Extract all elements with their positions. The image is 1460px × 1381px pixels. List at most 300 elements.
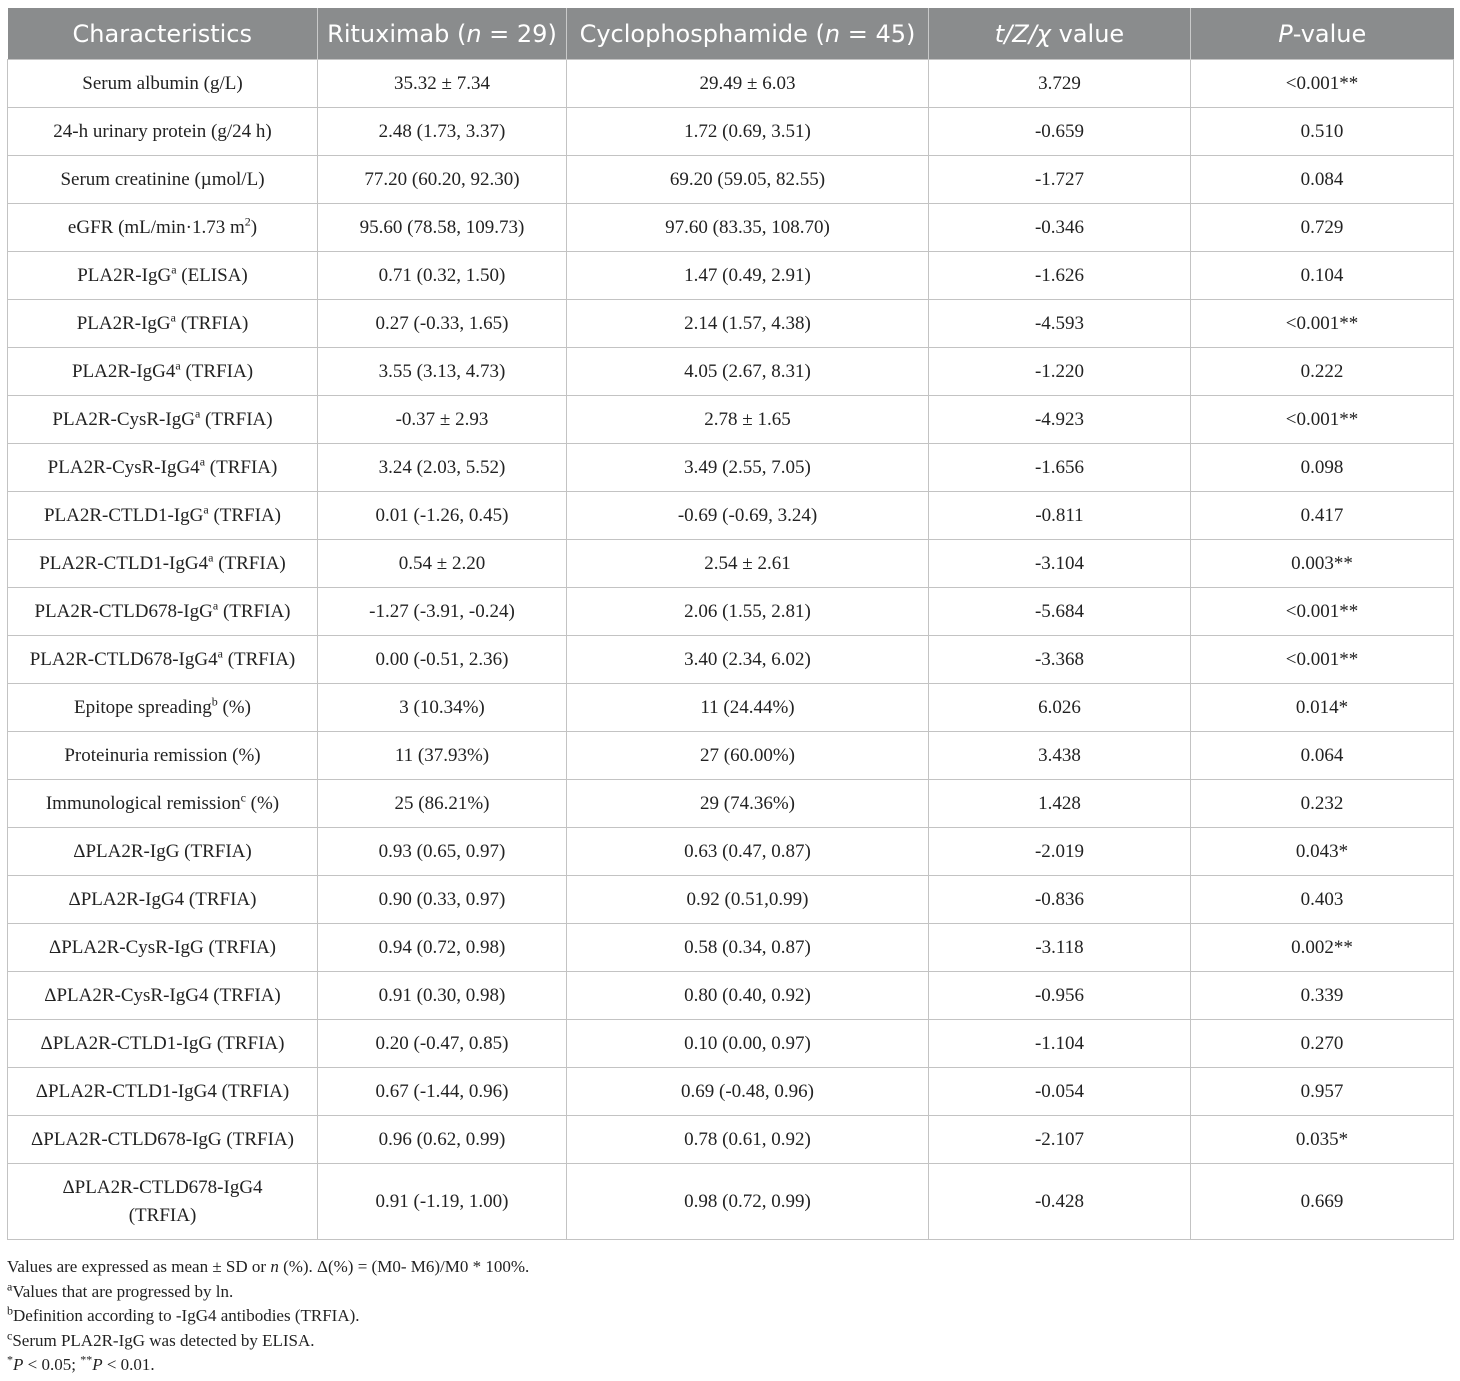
row-label: PLA2R-CysR-IgG [52, 408, 195, 430]
p-value: <0.001** [1285, 408, 1359, 430]
table-row [8, 684, 1454, 732]
statistic-value: -0.054 [1034, 1080, 1085, 1102]
row-statistic-cell [929, 732, 1191, 780]
row-rituximab-cell [318, 492, 567, 540]
row-p-value-cell [1191, 1116, 1454, 1164]
row-cyclophosphamide-cell [567, 348, 929, 396]
row-cyclophosphamide-cell [567, 396, 929, 444]
rituximab-value: 0.71 (0.32, 1.50) [378, 264, 506, 286]
row-label-suffix: (TRFIA) [213, 552, 286, 574]
header-characteristics [8, 8, 318, 60]
row-label-suffix: (TRFIA) [222, 648, 296, 670]
row-p-value-cell [1191, 492, 1454, 540]
row-rituximab-cell [318, 348, 567, 396]
row-p-value-cell [1191, 156, 1454, 204]
row-cyclophosphamide-cell [567, 1116, 929, 1164]
header-cyclophosphamide-label: Cyclophosphamide ( [579, 19, 825, 48]
row-rituximab-cell [318, 204, 567, 252]
row-cyclophosphamide-cell [567, 684, 929, 732]
row-p-value-cell [1191, 780, 1454, 828]
cyclophosphamide-value: 2.06 (1.55, 2.81) [684, 600, 811, 622]
table-row [8, 1164, 1454, 1240]
rituximab-value: 0.20 (-0.47, 0.85) [375, 1032, 509, 1054]
row-p-value-cell [1191, 444, 1454, 492]
row-characteristic [8, 1164, 318, 1240]
footnote-p-2: P [92, 1355, 103, 1374]
row-statistic-cell [929, 60, 1191, 108]
row-p-value-cell [1191, 1164, 1454, 1240]
row-label: 24-h urinary protein (g/24 h) [53, 120, 272, 142]
statistic-value: -3.368 [1034, 648, 1085, 670]
footnote-a-marker: a [7, 1278, 13, 1293]
row-characteristic [8, 828, 318, 876]
row-label: Proteinuria remission (%) [64, 744, 261, 766]
footnote-b-text: Definition according to -IgG4 antibodies (TRFIA). [13, 1306, 360, 1325]
statistic-value: -1.656 [1034, 456, 1085, 478]
row-statistic-cell [929, 108, 1191, 156]
rituximab-value: 0.54 ± 2.20 [398, 552, 486, 574]
table-row [8, 444, 1454, 492]
table-row [8, 1068, 1454, 1116]
p-value: 0.084 [1300, 168, 1344, 190]
rituximab-value: 3.24 (2.03, 5.52) [378, 456, 506, 478]
row-p-value-cell [1191, 300, 1454, 348]
p-value: <0.001** [1285, 600, 1359, 622]
header-p-symbol: P [1278, 19, 1293, 48]
rituximab-value: 0.91 (-1.19, 1.00) [375, 1190, 509, 1212]
row-characteristic [8, 876, 318, 924]
row-rituximab-cell [318, 1164, 567, 1240]
rituximab-value: -1.27 (-3.91, -0.24) [369, 600, 515, 622]
row-p-value-cell [1191, 1068, 1454, 1116]
table-row [8, 108, 1454, 156]
row-characteristic [8, 1116, 318, 1164]
cyclophosphamide-value: 69.20 (59.05, 82.55) [669, 168, 826, 190]
cyclophosphamide-value: 2.54 ± 2.61 [704, 552, 791, 574]
p-value: 0.043* [1295, 840, 1349, 862]
row-cyclophosphamide-cell [567, 1164, 929, 1240]
statistic-value: -2.019 [1034, 840, 1085, 862]
cyclophosphamide-value: 0.58 (0.34, 0.87) [684, 936, 811, 958]
p-value: 0.002** [1291, 936, 1353, 958]
row-label: PLA2R-IgG [76, 312, 171, 334]
p-value: 0.222 [1300, 360, 1344, 382]
table-row [8, 876, 1454, 924]
rituximab-value: 2.48 (1.73, 3.37) [378, 120, 506, 142]
row-label: ΔPLA2R-IgG (TRFIA) [73, 840, 252, 862]
row-cyclophosphamide-cell [567, 204, 929, 252]
header-statistic [929, 8, 1191, 60]
row-rituximab-cell [318, 108, 567, 156]
row-statistic-cell [929, 252, 1191, 300]
table-row [8, 732, 1454, 780]
row-characteristic [8, 636, 318, 684]
row-label-suffix: (%) [217, 696, 251, 718]
row-statistic-cell [929, 828, 1191, 876]
row-statistic-cell [929, 300, 1191, 348]
row-characteristic [8, 732, 318, 780]
row-cyclophosphamide-cell [567, 876, 929, 924]
row-label: PLA2R-CTLD1-IgG4 [39, 552, 209, 574]
table-row [8, 588, 1454, 636]
table-row [8, 540, 1454, 588]
rituximab-value: 0.27 (-0.33, 1.65) [375, 312, 509, 334]
row-label-superscript: a [175, 358, 181, 373]
cyclophosphamide-value: 11 (24.44%) [700, 696, 795, 718]
row-label: ΔPLA2R-CysR-IgG4 (TRFIA) [44, 984, 281, 1006]
row-label: PLA2R-CysR-IgG4 [47, 456, 200, 478]
table-row [8, 156, 1454, 204]
row-rituximab-cell [318, 972, 567, 1020]
results-table-container [7, 8, 1453, 1240]
rituximab-value: 0.94 (0.72, 0.98) [378, 936, 506, 958]
cyclophosphamide-value: -0.69 (-0.69, 3.24) [677, 504, 818, 526]
row-cyclophosphamide-cell [567, 780, 929, 828]
row-characteristic [8, 444, 318, 492]
statistic-value: 1.428 [1038, 792, 1081, 814]
cyclophosphamide-value: 0.98 (0.72, 0.99) [684, 1190, 811, 1212]
row-label: Immunological remission [45, 792, 241, 814]
header-rituximab-count: = 29) [481, 19, 557, 48]
rituximab-value: 0.91 (0.30, 0.98) [378, 984, 506, 1006]
row-statistic-cell [929, 444, 1191, 492]
table-row [8, 60, 1454, 108]
p-value: 0.510 [1300, 120, 1344, 142]
statistic-value: -3.104 [1034, 552, 1085, 574]
table-row [8, 204, 1454, 252]
row-cyclophosphamide-cell [567, 444, 929, 492]
header-p-value [1191, 8, 1454, 60]
row-cyclophosphamide-cell [567, 1020, 929, 1068]
footnote-a-text: Values that are progressed by ln. [12, 1281, 234, 1301]
row-cyclophosphamide-cell [567, 636, 929, 684]
header-rituximab-n: n [466, 19, 482, 48]
footnote-c-marker: c [7, 1327, 13, 1342]
row-statistic-cell [929, 684, 1191, 732]
row-rituximab-cell [318, 1020, 567, 1068]
row-label-superscript: a [208, 550, 214, 565]
row-characteristic [8, 396, 318, 444]
row-label: ΔPLA2R-IgG4 (TRFIA) [68, 888, 257, 910]
row-label-suffix: (TRFIA) [200, 408, 273, 430]
row-label-suffix: (TRFIA) [218, 600, 291, 622]
row-p-value-cell [1191, 684, 1454, 732]
row-p-value-cell [1191, 108, 1454, 156]
cyclophosphamide-value: 4.05 (2.67, 8.31) [684, 360, 811, 382]
p-value: 0.957 [1300, 1080, 1344, 1102]
cyclophosphamide-value: 1.47 (0.49, 2.91) [684, 264, 811, 286]
header-statistic-label: value [1051, 19, 1125, 48]
row-label: PLA2R-IgG4 [71, 360, 176, 382]
row-rituximab-cell [318, 684, 567, 732]
row-label-suffix: (TRFIA) [205, 456, 278, 478]
p-value: 0.014* [1295, 696, 1349, 718]
cyclophosphamide-value: 0.92 (0.51,0.99) [686, 888, 809, 910]
cyclophosphamide-value: 27 (60.00%) [700, 744, 795, 766]
header-cyclophosphamide [567, 8, 929, 60]
row-cyclophosphamide-cell [567, 252, 929, 300]
row-label: ΔPLA2R-CTLD678-IgG4 [62, 1176, 263, 1198]
row-characteristic [8, 780, 318, 828]
row-statistic-cell [929, 540, 1191, 588]
row-label: Serum creatinine (µmol/L) [60, 168, 265, 190]
row-rituximab-cell [318, 156, 567, 204]
row-statistic-cell [929, 1116, 1191, 1164]
row-p-value-cell [1191, 924, 1454, 972]
rituximab-value: 3.55 (3.13, 4.73) [378, 360, 506, 382]
row-cyclophosphamide-cell [567, 156, 929, 204]
cyclophosphamide-value: 97.60 (83.35, 108.70) [665, 216, 830, 238]
rituximab-value: 0.93 (0.65, 0.97) [378, 840, 506, 862]
footnote-c-text: Serum PLA2R-IgG was detected by ELISA. [12, 1330, 315, 1350]
rituximab-value: 77.20 (60.20, 92.30) [364, 168, 520, 190]
statistic-value: -0.428 [1034, 1190, 1085, 1212]
row-label: eGFR (mL/min·1.73 m [67, 216, 245, 238]
table-row [8, 396, 1454, 444]
cyclophosphamide-value: 2.78 ± 1.65 [704, 408, 791, 430]
p-value: 0.098 [1300, 456, 1344, 478]
row-characteristic [8, 588, 318, 636]
cyclophosphamide-value: 3.49 (2.55, 7.05) [684, 456, 811, 478]
row-label: ΔPLA2R-CTLD1-IgG4 (TRFIA) [35, 1080, 290, 1102]
row-cyclophosphamide-cell [567, 972, 929, 1020]
table-row [8, 924, 1454, 972]
comparison-table [7, 8, 1454, 1240]
row-statistic-cell [929, 396, 1191, 444]
row-label-superscript: b [211, 694, 218, 709]
row-p-value-cell [1191, 396, 1454, 444]
p-value: 0.669 [1300, 1190, 1344, 1212]
p-value: 0.339 [1300, 984, 1344, 1006]
row-cyclophosphamide-cell [567, 828, 929, 876]
footnote-star-1: * [7, 1352, 13, 1367]
rituximab-value: 0.96 (0.62, 0.99) [378, 1128, 506, 1150]
row-label-superscript: a [170, 310, 176, 325]
row-statistic-cell [929, 204, 1191, 252]
row-characteristic [8, 108, 318, 156]
rituximab-value: 0.00 (-0.51, 2.36) [375, 648, 509, 670]
statistic-value: 3.729 [1038, 72, 1081, 94]
row-rituximab-cell [318, 828, 567, 876]
rituximab-value: 0.67 (-1.44, 0.96) [375, 1080, 509, 1102]
row-rituximab-cell [318, 1068, 567, 1116]
footnote-b-marker: b [7, 1303, 13, 1318]
row-label-superscript: a [199, 454, 206, 469]
cyclophosphamide-value: 3.40 (2.34, 6.02) [684, 648, 811, 670]
row-statistic-cell [929, 492, 1191, 540]
footnote-values-formula: (%). Δ(%) = (M0- M6)/M0 * 100%. [278, 1257, 530, 1276]
p-value: 0.417 [1300, 504, 1344, 526]
header-statistic-symbol: t/Z/χ [994, 19, 1052, 48]
cyclophosphamide-value: 2.14 (1.57, 4.38) [684, 312, 811, 334]
row-p-value-cell [1191, 732, 1454, 780]
cyclophosphamide-value: 0.78 (0.61, 0.92) [684, 1128, 811, 1150]
row-label-superscript: 2 [244, 214, 251, 229]
row-rituximab-cell [318, 396, 567, 444]
statistic-value: -5.684 [1034, 600, 1085, 622]
cyclophosphamide-value: 0.80 (0.40, 0.92) [684, 984, 811, 1006]
row-p-value-cell [1191, 876, 1454, 924]
statistic-value: -0.836 [1034, 888, 1085, 910]
rituximab-value: 0.01 (-1.26, 0.45) [375, 504, 509, 526]
table-row [8, 300, 1454, 348]
p-value: <0.001** [1285, 312, 1359, 334]
row-p-value-cell [1191, 348, 1454, 396]
row-cyclophosphamide-cell [567, 1068, 929, 1116]
statistic-value: -1.727 [1034, 168, 1085, 190]
header-row [8, 8, 1454, 60]
row-label: PLA2R-IgG [77, 264, 172, 286]
row-rituximab-cell [318, 588, 567, 636]
cyclophosphamide-value: 0.69 (-0.48, 0.96) [681, 1080, 814, 1102]
table-body [8, 60, 1454, 1240]
row-characteristic [8, 972, 318, 1020]
row-p-value-cell [1191, 972, 1454, 1020]
footnote-threshold-2: < 0.01. [102, 1355, 155, 1374]
row-characteristic [8, 300, 318, 348]
row-cyclophosphamide-cell [567, 732, 929, 780]
footnote-b [7, 1304, 529, 1329]
row-characteristic [8, 1068, 318, 1116]
cyclophosphamide-value: 29.49 ± 6.03 [699, 72, 796, 94]
statistic-value: -2.107 [1034, 1128, 1085, 1150]
row-rituximab-cell [318, 780, 567, 828]
row-statistic-cell [929, 348, 1191, 396]
row-characteristic [8, 252, 318, 300]
header-cyclophosphamide-n: n [824, 19, 841, 48]
row-rituximab-cell [318, 876, 567, 924]
rituximab-value: 95.60 (78.58, 109.73) [359, 216, 525, 238]
row-label: PLA2R-CTLD678-IgG [34, 600, 213, 622]
p-value: 0.064 [1300, 744, 1344, 766]
header-rituximab-label: Rituximab ( [327, 19, 467, 48]
footnote-star-2: ** [80, 1352, 93, 1367]
row-rituximab-cell [318, 540, 567, 588]
statistic-value: -1.104 [1034, 1032, 1085, 1054]
row-cyclophosphamide-cell [567, 588, 929, 636]
row-rituximab-cell [318, 732, 567, 780]
row-label-superscript: a [212, 598, 219, 613]
footnote-p-1: P [13, 1355, 24, 1374]
row-characteristic [8, 684, 318, 732]
table-row [8, 828, 1454, 876]
row-rituximab-cell [318, 636, 567, 684]
row-label-superscript: a [171, 262, 177, 277]
rituximab-value: 0.90 (0.33, 0.97) [378, 888, 506, 910]
rituximab-value: -0.37 ± 2.93 [395, 408, 489, 430]
table-row [8, 636, 1454, 684]
statistic-value: -1.220 [1034, 360, 1085, 382]
p-value: <0.001** [1285, 72, 1359, 94]
table-row [8, 492, 1454, 540]
table-row [8, 252, 1454, 300]
row-label: ΔPLA2R-CTLD1-IgG (TRFIA) [40, 1032, 285, 1054]
p-value: 0.729 [1300, 216, 1344, 238]
statistic-value: -0.811 [1035, 504, 1084, 526]
row-cyclophosphamide-cell [567, 492, 929, 540]
row-cyclophosphamide-cell [567, 108, 929, 156]
row-p-value-cell [1191, 828, 1454, 876]
row-label-suffix: (TRFIA) [208, 504, 282, 526]
cyclophosphamide-value: 0.63 (0.47, 0.87) [684, 840, 811, 862]
row-cyclophosphamide-cell [567, 60, 929, 108]
row-p-value-cell [1191, 588, 1454, 636]
table-row [8, 1020, 1454, 1068]
statistic-value: -3.118 [1035, 936, 1084, 958]
footnote-threshold-1: < 0.05; [23, 1355, 81, 1374]
statistic-value: -4.923 [1034, 408, 1085, 430]
p-value: <0.001** [1285, 648, 1359, 670]
p-value: 0.270 [1300, 1032, 1344, 1054]
footnote-values-text: Values are expressed as mean ± SD or [7, 1257, 271, 1276]
row-label-suffix: (%) [245, 792, 280, 814]
p-value: 0.232 [1300, 792, 1344, 814]
footnote-c [7, 1329, 529, 1354]
cyclophosphamide-value: 29 (74.36%) [700, 792, 795, 814]
row-p-value-cell [1191, 60, 1454, 108]
row-label-line2: (TRFIA) [128, 1204, 197, 1226]
row-p-value-cell [1191, 1020, 1454, 1068]
row-label: ΔPLA2R-CysR-IgG (TRFIA) [48, 936, 277, 958]
rituximab-value: 11 (37.93%) [394, 744, 490, 766]
row-cyclophosphamide-cell [567, 540, 929, 588]
row-characteristic [8, 540, 318, 588]
rituximab-value: 25 (86.21%) [394, 792, 490, 814]
row-rituximab-cell [318, 60, 567, 108]
row-statistic-cell [929, 780, 1191, 828]
rituximab-value: 35.32 ± 7.34 [394, 72, 490, 94]
row-label: ΔPLA2R-CTLD678-IgG (TRFIA) [31, 1128, 294, 1150]
row-rituximab-cell [318, 252, 567, 300]
row-statistic-cell [929, 1164, 1191, 1240]
statistic-value: -1.626 [1034, 264, 1085, 286]
row-rituximab-cell [318, 300, 567, 348]
row-rituximab-cell [318, 444, 567, 492]
statistic-value: -0.659 [1034, 120, 1085, 142]
header-characteristics-label: Characteristics [72, 19, 252, 48]
row-characteristic [8, 60, 318, 108]
p-value: 0.104 [1300, 264, 1344, 286]
p-value: 0.403 [1300, 888, 1344, 910]
row-p-value-cell [1191, 252, 1454, 300]
cyclophosphamide-value: 1.72 (0.69, 3.51) [684, 120, 811, 142]
row-label-suffix: (TRFIA) [180, 360, 254, 382]
header-rituximab [318, 8, 567, 60]
table-row [8, 1116, 1454, 1164]
row-statistic-cell [929, 588, 1191, 636]
table-row [8, 780, 1454, 828]
row-characteristic [8, 492, 318, 540]
row-rituximab-cell [318, 1116, 567, 1164]
row-characteristic [8, 1020, 318, 1068]
row-statistic-cell [929, 1068, 1191, 1116]
row-label-superscript: a [217, 646, 223, 661]
table-row [8, 972, 1454, 1020]
row-statistic-cell [929, 156, 1191, 204]
row-label: PLA2R-CTLD1-IgG [43, 504, 204, 526]
row-statistic-cell [929, 924, 1191, 972]
p-value: 0.035* [1295, 1128, 1349, 1150]
footnote-a [7, 1280, 529, 1305]
statistic-value: -0.956 [1034, 984, 1085, 1006]
row-label: PLA2R-CTLD678-IgG4 [29, 648, 218, 670]
row-label: Epitope spreading [74, 696, 212, 718]
row-characteristic [8, 156, 318, 204]
row-cyclophosphamide-cell [567, 924, 929, 972]
row-label-suffix: ) [250, 216, 258, 238]
row-label-superscript: a [203, 502, 209, 517]
row-rituximab-cell [318, 924, 567, 972]
